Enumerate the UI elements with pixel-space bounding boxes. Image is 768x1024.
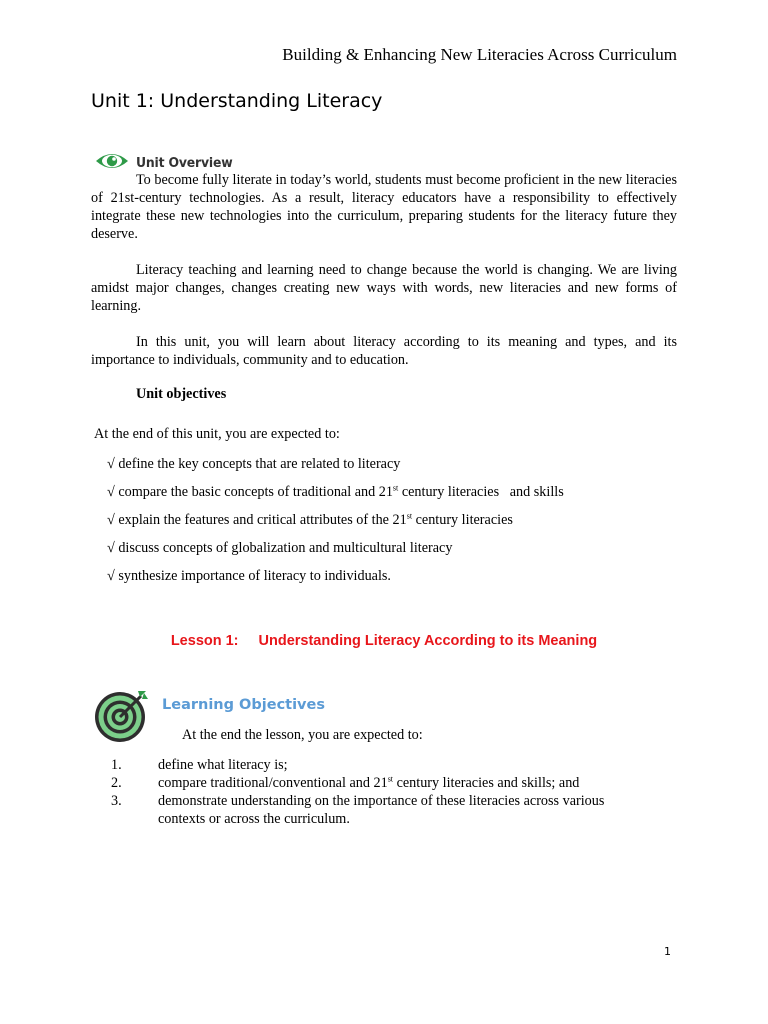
lesson-number: Lesson 1:	[170, 633, 239, 649]
objective-item: √ synthesize importance of literacy to individuals.	[107, 568, 391, 584]
list-item: 3. demonstrate understanding on the importance of these literacies across various contexts or across the curriculum.	[111, 793, 605, 827]
unit-objectives-heading: Unit objectives	[136, 386, 227, 402]
objective-item: √ define the key concepts that are related to literacy	[107, 456, 401, 472]
overview-paragraph: Literacy teaching and learning need to change because the world is changing. We are living amidst major changes, changes creating new ways with words, new literacies and new forms of learning.	[91, 262, 677, 314]
learning-objectives-list	[111, 756, 651, 828]
objective-item: √ discuss concepts of globalization and multicultural literacy	[107, 540, 453, 556]
lesson-title: Understanding Literacy According to its Meaning	[258, 633, 598, 649]
list-item: 2. compare traditional/conventional and 21st century literacies and skills; and	[111, 774, 580, 791]
target-icon	[94, 689, 150, 748]
unit-objectives-list	[107, 454, 564, 594]
learning-objectives-intro: At the end the lesson, you are expected to:	[182, 727, 423, 743]
objective-item: √ explain the features and critical attributes of the 21st century literacies	[107, 511, 513, 528]
overview-paragraph: To become fully literate in today’s world, students must become proficient in the new literacies of 21st-century technologies. As a result, literacy educators have a responsibility to effectively integrate these new technologies into the curriculum, preparing students for the literacy future they deserve.	[91, 172, 677, 242]
overview-paragraph: In this unit, you will learn about literacy according to its meaning and types, and its importance to individuals, community and to education.	[91, 334, 677, 368]
page-number: 1	[664, 945, 671, 958]
running-header: Building & Enhancing New Literacies Across Curriculum	[282, 45, 677, 64]
list-item: 1. define what literacy is;	[111, 757, 288, 773]
unit-title: Unit 1: Understanding Literacy	[91, 90, 383, 112]
lesson-heading	[0, 633, 768, 649]
learning-objectives-heading: Learning Objectives	[162, 697, 325, 713]
objective-item: √ compare the basic concepts of traditional and 21st century literacies and skills	[107, 483, 564, 500]
unit-overview-label: Unit Overview	[136, 155, 233, 171]
unit-objectives-intro: At the end of this unit, you are expected to:	[94, 426, 340, 442]
